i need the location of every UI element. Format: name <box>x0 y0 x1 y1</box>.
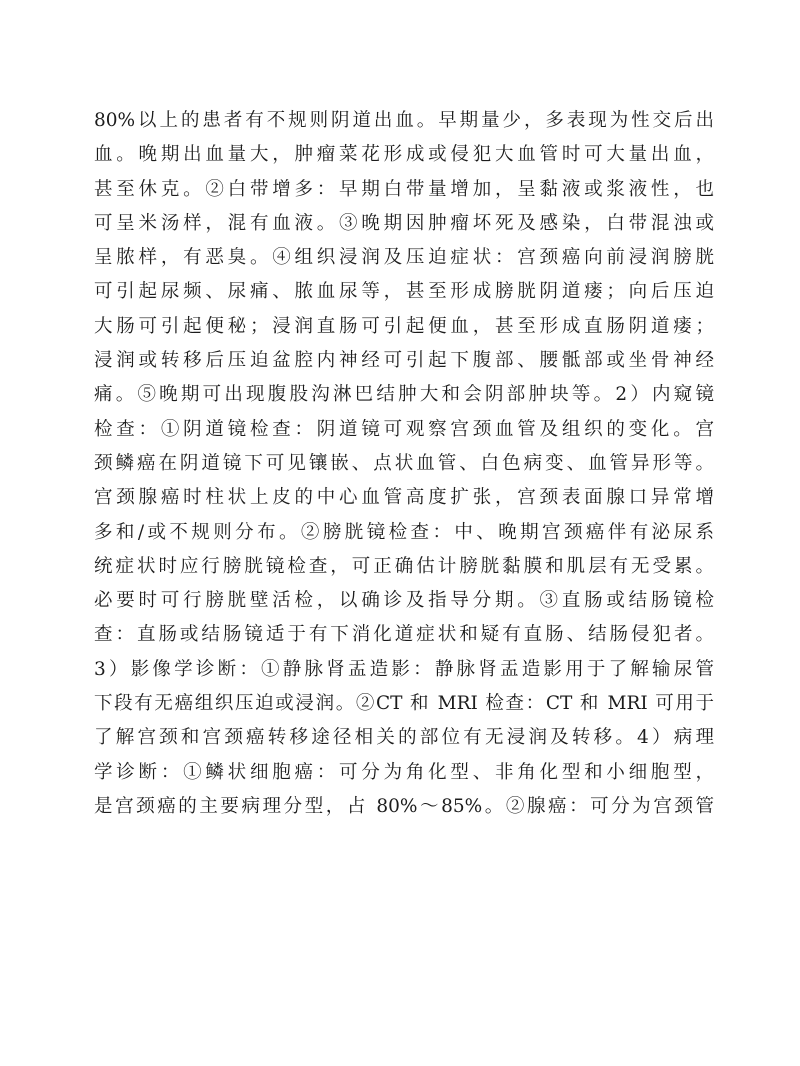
text-line: 宫颈腺癌时柱状上皮的中心血管高度扩张，宫颈表面腺口异常增 <box>94 487 714 509</box>
text-line: 大肠可引起便秘；浸润直肠可引起便血，甚至形成直肠阴道瘘； <box>94 315 714 337</box>
text-line: 必要时可行膀胱壁活检，以确诊及指导分期。③直肠或结肠镜检 <box>94 590 714 612</box>
text-line: 血。晚期出血量大，肿瘤菜花形成或侵犯大血管时可大量出血， <box>94 144 714 166</box>
text-line: 统症状时应行膀胱镜检查，可正确估计膀胱黏膜和肌层有无受累。 <box>94 555 714 577</box>
text-line: 浸润或转移后压迫盆腔内神经可引起下腹部、腰骶部或坐骨神经 <box>94 350 714 372</box>
text-line: 查：直肠或结肠镜适于有下消化道症状和疑有直肠、结肠侵犯者。 <box>94 624 714 646</box>
text-line: 3）影像学诊断：①静脉肾盂造影：静脉肾盂造影用于了解输尿管 <box>94 658 714 680</box>
text-line: 学诊断：①鳞状细胞癌：可分为角化型、非角化型和小细胞型， <box>94 761 714 783</box>
text-line: 是宫颈癌的主要病理分型，占 80%～85%。②腺癌：可分为宫颈管 <box>94 795 714 817</box>
text-line: 了解宫颈和宫颈癌转移途径相关的部位有无浸润及转移。4）病理 <box>94 727 714 749</box>
text-line: 可呈米汤样，混有血液。③晚期因肿瘤坏死及感染，白带混浊或 <box>94 212 714 234</box>
text-line: 多和/或不规则分布。②膀胱镜检查：中、晚期宫颈癌伴有泌尿系 <box>94 521 714 543</box>
text-line: 甚至休克。②白带增多：早期白带量增加，呈黏液或浆液性，也 <box>94 178 714 200</box>
text-line: 可引起尿频、尿痛、脓血尿等，甚至形成膀胱阴道瘘；向后压迫 <box>94 281 714 303</box>
body-text <box>94 104 714 824</box>
text-line: 痛。⑤晚期可出现腹股沟淋巴结肿大和会阴部肿块等。2）内窥镜 <box>94 384 714 406</box>
text-line: 检查：①阴道镜检查：阴道镜可观察宫颈血管及组织的变化。宫 <box>94 418 714 440</box>
text-line: 80%以上的患者有不规则阴道出血。早期量少，多表现为性交后出 <box>94 110 714 131</box>
text-line: 颈鳞癌在阴道镜下可见镶嵌、点状血管、白色病变、血管异形等。 <box>94 452 714 474</box>
text-line: 呈脓样，有恶臭。④组织浸润及压迫症状：宫颈癌向前浸润膀胱 <box>94 247 714 269</box>
text-line: 下段有无癌组织压迫或浸润。②CT 和 MRI 检查：CT 和 MRI 可用于 <box>94 693 714 715</box>
